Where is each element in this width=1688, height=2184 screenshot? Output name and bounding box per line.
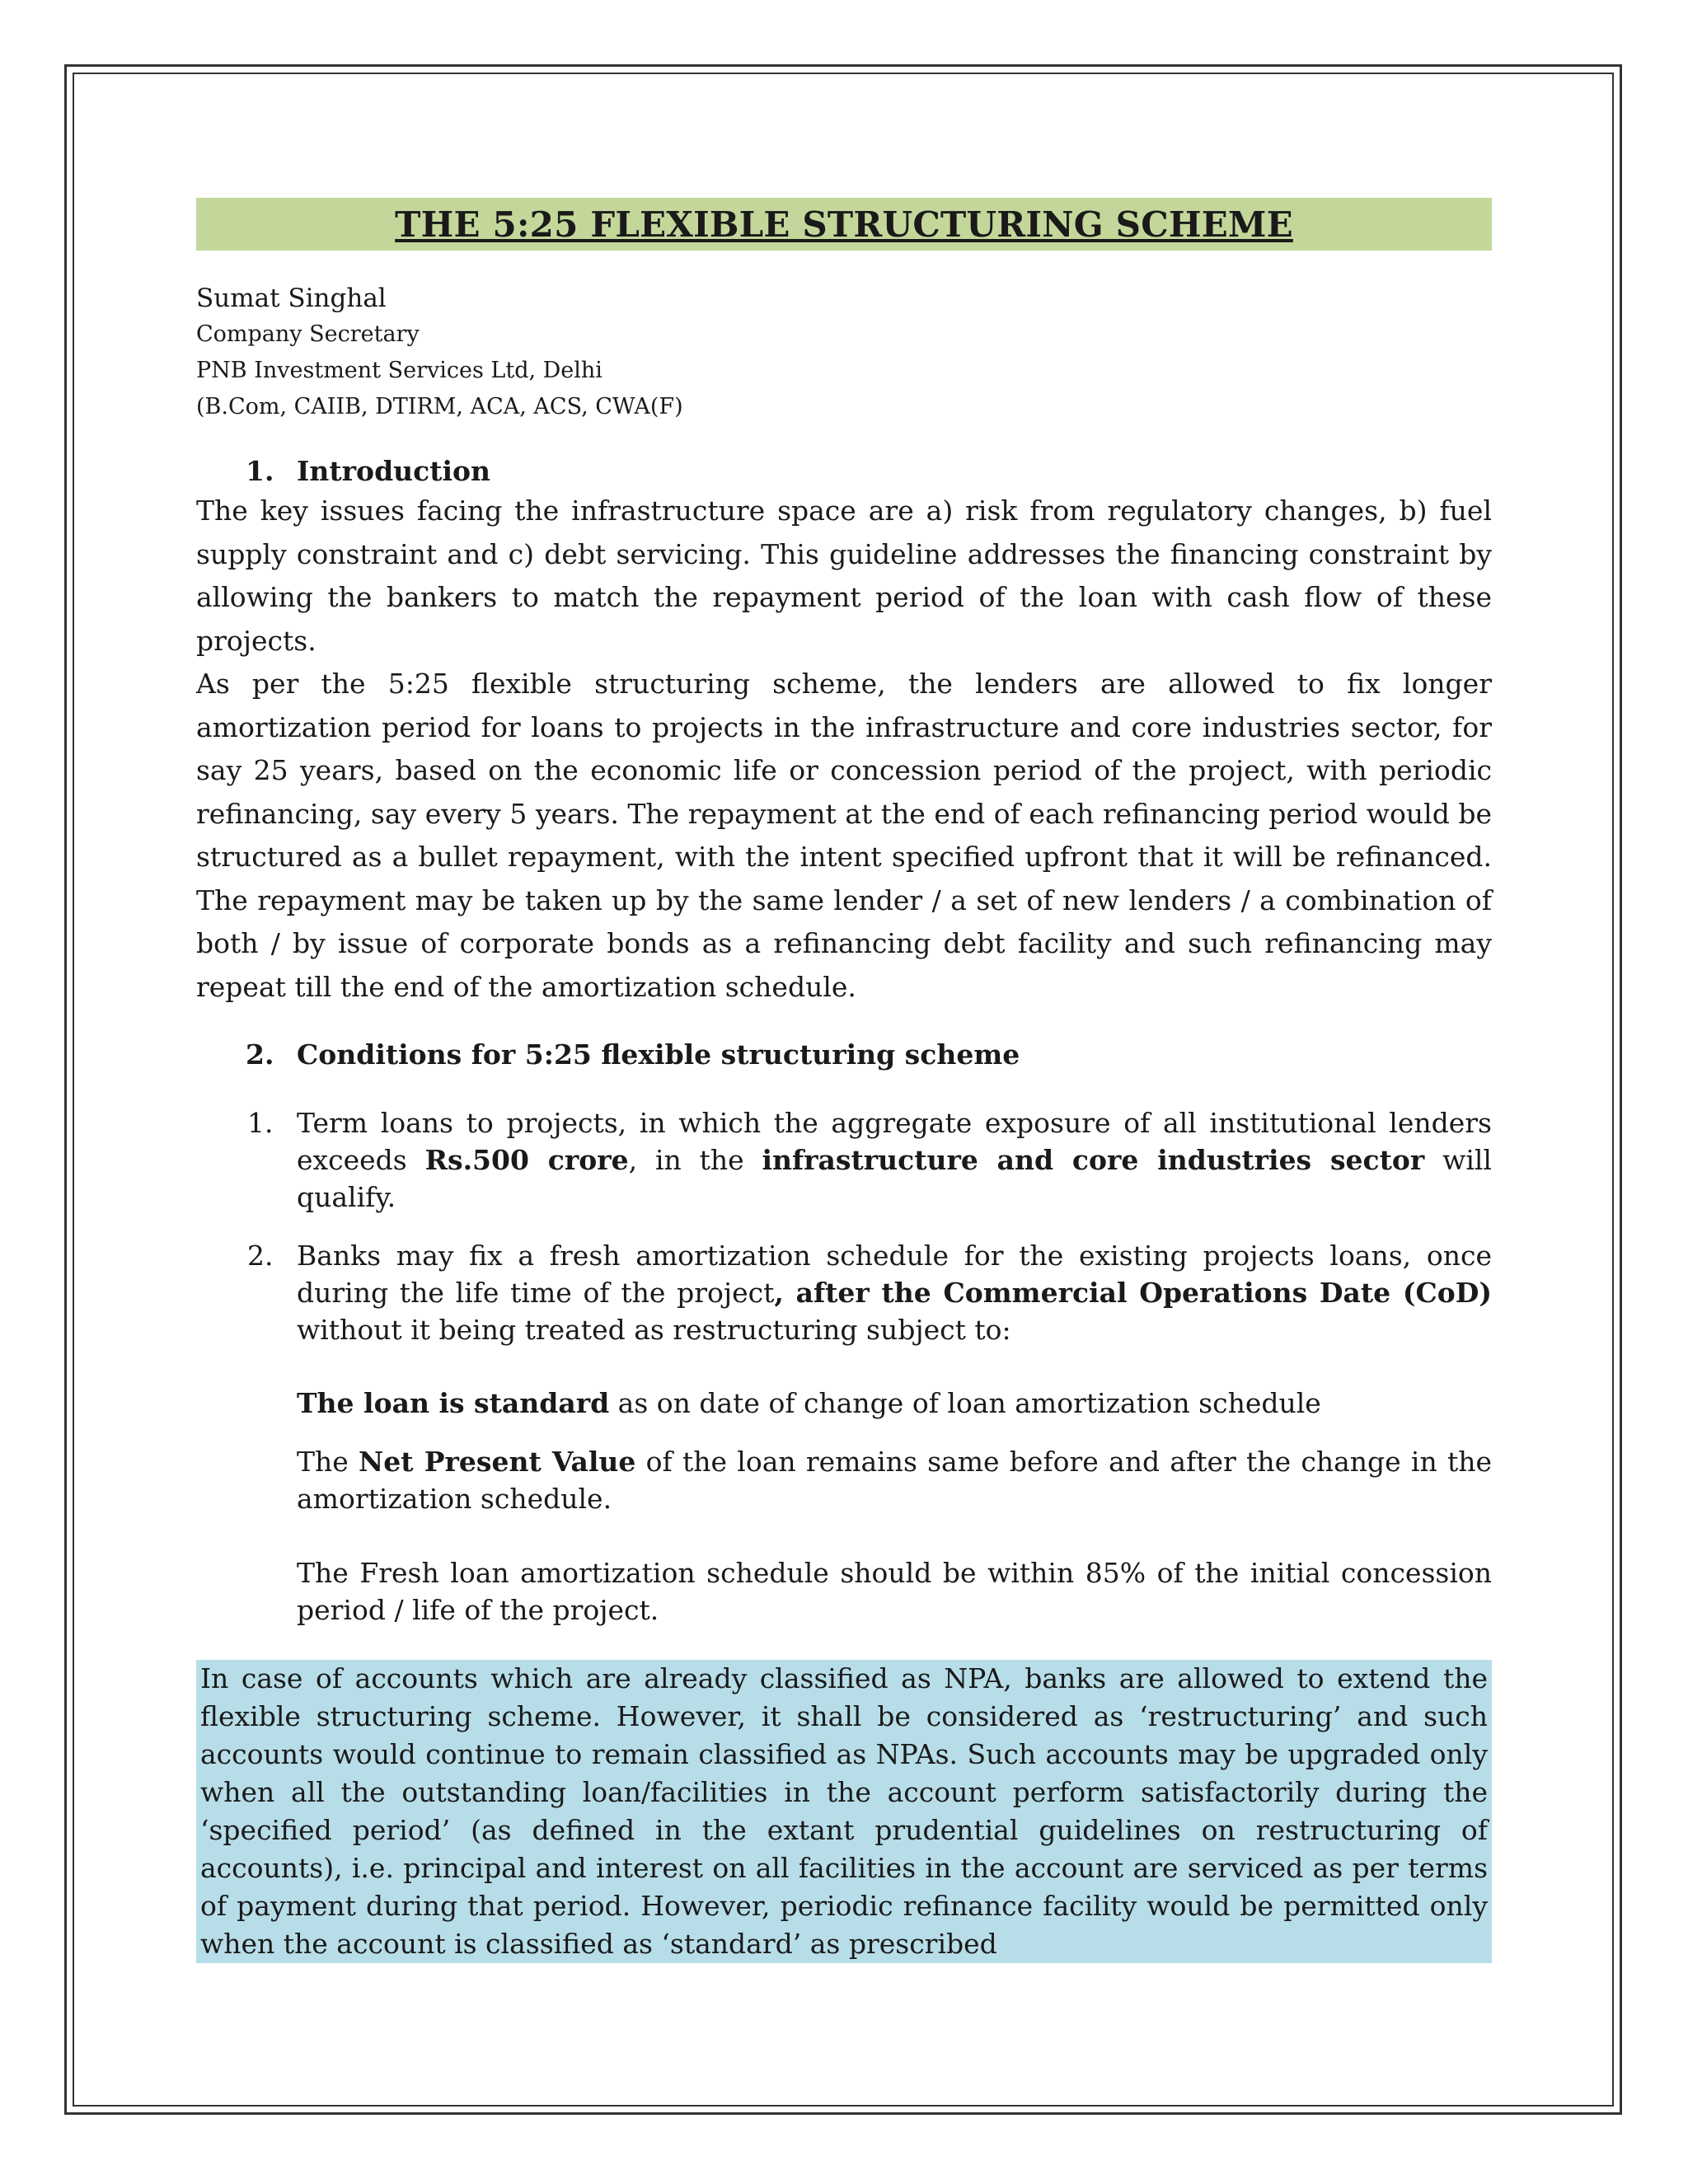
condition-text: The (297, 1446, 359, 1478)
section-title: Introduction (297, 455, 491, 487)
list-item-bold: infrastructure and core industries sector (762, 1144, 1425, 1176)
list-item-number: 1. (247, 1107, 274, 1139)
list-item-text: Term loans to projects, in which the aggregate exposure of all institutional lenders exceeds (297, 1107, 1492, 1176)
list-item-number: 2. (247, 1240, 274, 1272)
author-name: Sumat Singhal (196, 284, 387, 313)
section-number: 2. (246, 1038, 274, 1071)
condition-85-percent: The Fresh loan amortization schedule should be within 85% of the initial concession period / life of the project. (297, 1557, 1492, 1626)
document-title: THE 5:25 FLEXIBLE STRUCTURING SCHEME (196, 198, 1492, 251)
list-item-text: without it being treated as restructuring subject to: (297, 1314, 1011, 1346)
conditions-list (196, 1104, 1492, 1348)
list-item-text: Banks may fix a fresh amortization schedule for the existing projects loans, once during the life time of the project (297, 1240, 1492, 1309)
section-number: 1. (246, 455, 274, 487)
section-heading-conditions (196, 1037, 1492, 1073)
author-designation: Company Secretary (196, 321, 420, 347)
section-title: Conditions for 5:25 flexible structuring scheme (297, 1038, 1020, 1071)
list-item (196, 1237, 1492, 1348)
intro-paragraph-1: The key issues facing the infrastructure space are a) risk from regulatory changes, b) fuel supply constraint and c) debt servicing. This guideline addresses the financing constraint by allowing the bankers to match the repayment period of the loan with cash flow of these projects. (196, 494, 1492, 657)
author-company: PNB Investment Services Ltd, Delhi (196, 358, 603, 383)
author-qualifications: (B.Com, CAIIB, DTIRM, ACA, ACS, CWA(F) (196, 394, 683, 419)
condition-text: of the loan remains same before and after the change in the amortization schedule. (297, 1446, 1492, 1515)
document-content (196, 198, 1492, 1963)
list-item-text: , in the (628, 1144, 762, 1176)
section-heading-introduction (196, 453, 1492, 490)
condition-text: as on date of change of loan amortization schedule (609, 1387, 1321, 1419)
npa-highlighted-paragraph: In case of accounts which are already classified as NPA, banks are allowed to extend the flexible structuring scheme. However, it shall be considered as ‘restructuring’ and such accounts would continue to remain classified as NPAs. Such accounts may be upgraded only when all the outstanding loan/facilities in the account perform satisfactorily during the ‘specified period’ (as defined in the extant prudential guidelines on restructuring of accounts), i.e. principal and interest on all facilities in the account are serviced as per terms of payment during that period. However, periodic refinance facility would be permitted only when the account is classified as ‘standard’ as prescribed (196, 1660, 1492, 1963)
list-item-bold: Rs.500 crore (424, 1144, 629, 1176)
condition-npv (196, 1443, 1492, 1517)
condition-bold: Net Present Value (359, 1446, 636, 1478)
condition-bold: The loan is standard (297, 1387, 610, 1419)
condition-standard-loan (196, 1385, 1492, 1422)
intro-paragraph-2: As per the 5:25 flexible structuring scheme, the lenders are allowed to fix longer amortization period for loans to projects in the infrastructure and core industries sector, for say 25 years, based on the economic life or concession period of the project, with periodic refinancing, say every 5 years. The repayment at the end of each refinancing period would be structured as a bullet repayment, with the intent specified upfront that it will be refinanced. The repayment may be taken up by the same lender / a set of new lenders / a combination of both / by issue of corporate bonds as a refinancing debt facility and such refinancing may repeat till the end of the amortization schedule. (196, 668, 1492, 1003)
author-block (196, 280, 1492, 425)
list-item (196, 1104, 1492, 1216)
list-item-text: will qualify. (297, 1144, 1492, 1213)
list-item-bold: , after the Commercial Operations Date (CoD) (774, 1277, 1492, 1309)
